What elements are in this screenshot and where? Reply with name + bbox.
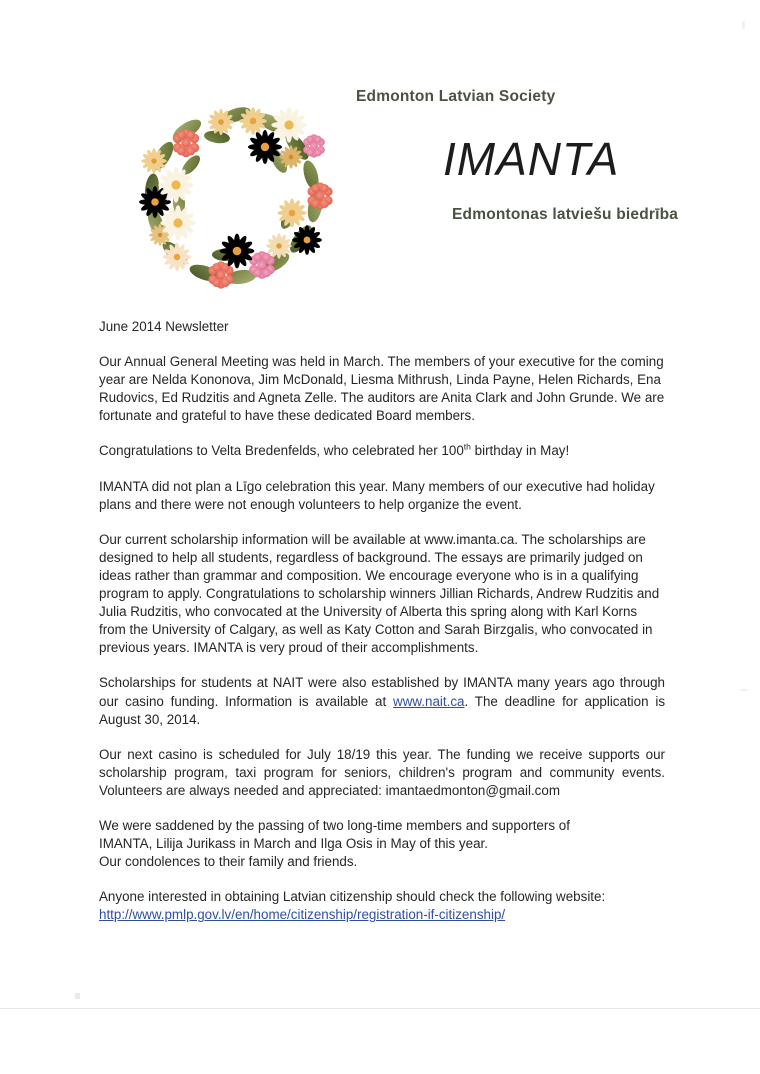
- scan-speck-artifact: [75, 993, 80, 999]
- nait-website-link[interactable]: www.nait.ca: [393, 693, 465, 709]
- newsletter-body: [99, 318, 665, 924]
- paragraph-casino: Our next casino is scheduled for July 18/19 this year. The funding we receive supports our scholarship program, taxi program for seniors, children's program and community events. Volunteers are always needed and appreciated: imantaedmonton@gmail.com: [99, 746, 665, 798]
- condolences-line-1: We were saddened by the passing of two long-time members and supporters of: [99, 817, 570, 833]
- citizenship-website-link[interactable]: http://www.pmlp.gov.lv/en/home/citizenship/registration-if-citizenship/: [99, 907, 506, 923]
- masthead: [0, 0, 760, 318]
- birthday-text-after: birthday in May!: [470, 443, 570, 459]
- paragraph-citizenship: [99, 888, 665, 924]
- floral-wreath-image: [129, 99, 344, 299]
- birthday-text-before: Congratulations to Velta Bredenfelds, who celebrated her 100: [99, 443, 464, 459]
- page-title: IMANTA: [443, 133, 620, 185]
- citizenship-text: Anyone interested in obtaining Latvian citizenship should check the following website:: [99, 889, 606, 905]
- birthday-ordinal-suffix: th: [463, 442, 471, 452]
- paragraph-ligo: IMANTA did not plan a Līgo celebration this year. Many members of our executive had holiday plans and there were not enough volunteers to help organize the event.: [99, 478, 655, 512]
- paragraph-agm: Our Annual General Meeting was held in March. The members of your executive for the coming year are Nelda Kononova, Jim McDonald, Liesma Mithrush, Linda Payne, Helen Richards, Ena Rudovics, Ed Rudzitis and Agneta Zelle. The auditors are Anita Clark and John Grunde. We are fortunate and grateful to have these dedicated Board members.: [99, 354, 665, 424]
- condolences-line-2: IMANTA, Lilija Jurikass in March and Ilga Osis in May of this year.: [99, 836, 488, 852]
- paragraph-birthday: [99, 442, 665, 460]
- scan-speck-artifact: [741, 689, 747, 691]
- paragraph-nait: [99, 674, 665, 728]
- paragraph-condolences: [99, 817, 665, 871]
- nait-text-after: . The deadline for application is August 30, 2014.: [99, 693, 666, 727]
- paragraph-scholarships: Our current scholarship information will be available at www.imanta.ca. The scholarships are designed to help all students, regardless of background. The essays are primarily judged on ideas rather than grammar and composition. We encourage everyone who is in a qualifying program to apply. Congratulations to scholarship winners Jillian Richards, Andrew Rudzitis and Julia Rudzitis, who convocated at the University of Alberta this spring along with Karl Korns from the University of Calgary, as well as Katy Cotton and Sarah Birzgalis, who convocated in previous years. IMANTA is very proud of their accomplishments.: [99, 531, 660, 656]
- nait-text-before: Scholarships for students at NAIT were also established by IMANTA many years ago through our casino funding. Information is available at: [99, 675, 665, 709]
- organization-name: Edmonton Latvian Society: [356, 88, 556, 105]
- scan-speck-artifact: [742, 21, 745, 29]
- scan-edge-artifact: [0, 1008, 760, 1009]
- issue-date: June 2014 Newsletter: [99, 319, 229, 334]
- organization-name-latvian: Edmontonas latviešu biedrība: [452, 206, 679, 223]
- condolences-line-3: Our condolences to their family and friends.: [99, 854, 358, 870]
